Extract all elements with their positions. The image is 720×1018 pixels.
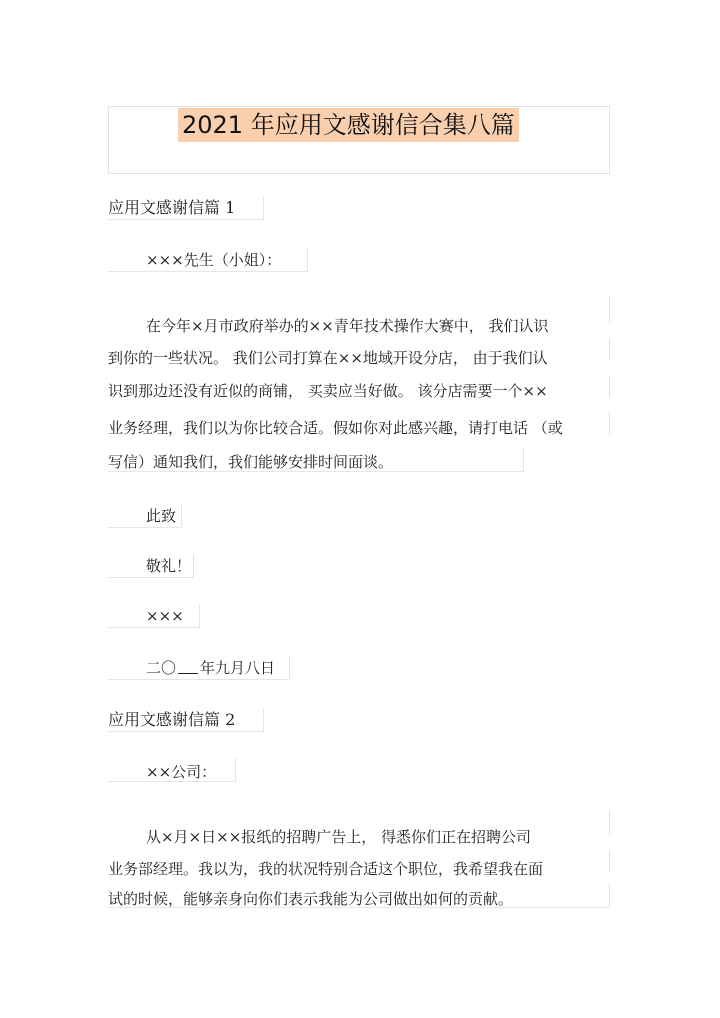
section-2-body-line-2: 业务部经理。我以为，我的状况特别合适这个职位，我希望我在面	[108, 860, 544, 878]
date-suffix: 年九月八日	[200, 659, 276, 677]
date-blank	[178, 659, 198, 674]
margin-tick	[609, 296, 610, 322]
section-2-body-line-1: 从×月×日××报纸的招聘广告上， 得悉你们正在招聘公司	[146, 828, 532, 846]
section-2-body-line-3: 试的时候，能够亲身向你们表示我能为公司做出如何的贡献。	[108, 890, 514, 908]
section-2-salutation: ××公司：	[146, 763, 217, 781]
section-1-body-line-5: 写信）通知我们，我们能够安排时间面谈。	[108, 453, 394, 471]
margin-tick	[609, 376, 610, 398]
section-1-salutation: ×××先生（小姐）：	[146, 251, 282, 269]
section-1-body-line-2: 到你的一些状况。 我们公司打算在××地域开设分店， 由于我们认	[108, 349, 548, 367]
section-1-body-line-1: 在今年×月市政府举办的××青年技术操作大赛中， 我们认识	[146, 317, 549, 335]
section-1-date	[146, 657, 275, 679]
margin-tick	[609, 412, 610, 434]
section-1-closing-1: 此致	[146, 507, 177, 525]
section-1-body-line-4: 业务经理，我们以为你比较合适。假如你对此感兴趣，请打电话 （或	[108, 419, 563, 437]
margin-tick	[609, 338, 610, 360]
section-1-closing-2: 敬礼！	[146, 557, 192, 575]
section-2-heading: 应用文感谢信篇 2	[108, 710, 236, 729]
section-1-signature: ×××	[146, 607, 184, 625]
section-1-heading: 应用文感谢信篇 1	[108, 198, 236, 217]
section-1-body-line-3: 识到那边还没有近似的商铺， 买卖应当好做。 该分店需要一个××	[108, 382, 548, 400]
margin-tick	[609, 810, 610, 834]
date-prefix: 二〇	[146, 659, 177, 677]
document-title: 2021 年应用文感谢信合集八篇	[178, 108, 519, 142]
margin-tick	[609, 850, 610, 872]
